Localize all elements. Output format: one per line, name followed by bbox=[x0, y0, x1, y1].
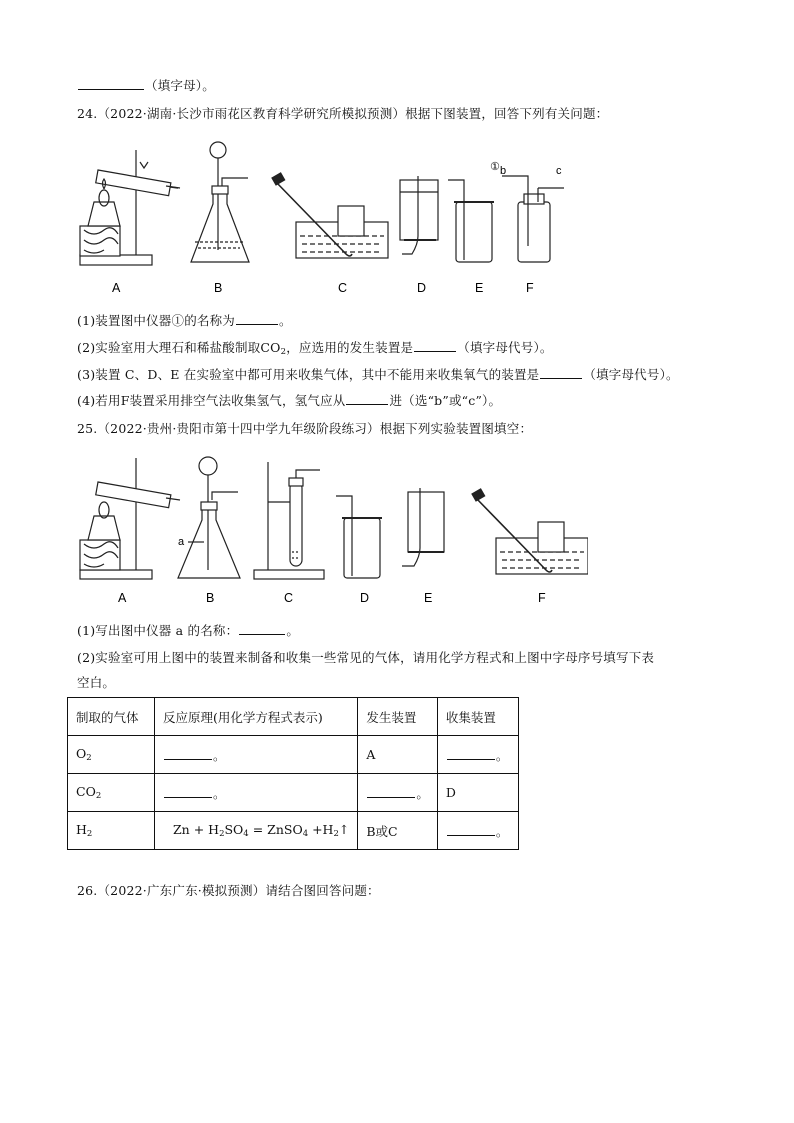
answer-blank[interactable] bbox=[236, 313, 278, 325]
generator-cell: 。 bbox=[358, 774, 438, 812]
answer-blank[interactable] bbox=[346, 393, 388, 405]
q25-apparatus-figure bbox=[68, 452, 588, 612]
label-b: B bbox=[214, 281, 223, 295]
label-b: B bbox=[206, 591, 215, 605]
table-row bbox=[68, 736, 519, 774]
prev-answer-line: （填字母）。 bbox=[77, 76, 215, 94]
answer-blank[interactable] bbox=[164, 748, 212, 760]
circled-one-label: ① bbox=[490, 161, 500, 173]
answer-blank[interactable] bbox=[447, 824, 495, 836]
collector-cell: 。 bbox=[437, 812, 518, 850]
label-a: A bbox=[112, 281, 121, 295]
answer-blank[interactable] bbox=[164, 786, 212, 798]
generator-cell: B或C bbox=[358, 812, 438, 850]
q24-sub4: (4)若用F装置采用排空气法收集氢气，氢气应从 进（选“b”或“c”）。 bbox=[77, 393, 502, 408]
q24-header: 24.（2022·湖南·长沙市雨花区教育科学研究所模拟预测）根据下图装置，回答下列有关问题： bbox=[77, 106, 609, 121]
gas-cell: $H_2$ bbox=[68, 812, 155, 850]
q26-header: 26.（2022·广东广东·模拟预测）请结合图回答问题： bbox=[77, 883, 380, 898]
reaction-table bbox=[67, 697, 519, 850]
label-e: E bbox=[424, 591, 433, 605]
equation-cell: 。 bbox=[155, 736, 358, 774]
port-c-label: c bbox=[556, 165, 562, 177]
answer-blank[interactable] bbox=[414, 340, 456, 352]
gas-cell: $CO_2$ bbox=[68, 774, 155, 812]
label-c: C bbox=[338, 281, 348, 295]
label-e: E bbox=[475, 281, 484, 295]
label-c: C bbox=[284, 591, 294, 605]
collector-cell: 。 bbox=[437, 736, 518, 774]
table-header: 制取的气体 bbox=[68, 698, 155, 736]
q24-sub1: (1)装置图中仪器①的名称为 。 bbox=[77, 313, 292, 328]
equation-cell: $Zn + H_2SO_4$ = ZnSO$_4$ $+H_2↑$ bbox=[155, 812, 358, 850]
q25-sub2-cont: 空白。 bbox=[77, 675, 116, 690]
generator-cell: A bbox=[358, 736, 438, 774]
answer-blank[interactable] bbox=[239, 623, 285, 635]
q24-sub2: (2)实验室用大理石和稀盐酸制取$CO_2$，应选用的发生装置是 （填字母代号）。 bbox=[77, 340, 553, 357]
mark-a-label: a bbox=[178, 536, 185, 548]
answer-blank[interactable] bbox=[447, 748, 495, 760]
label-f: F bbox=[538, 591, 546, 605]
answer-blank[interactable] bbox=[78, 78, 144, 90]
q25-sub1: (1)写出图中仪器 a 的名称： 。 bbox=[77, 623, 300, 638]
q24-sub3: (3)装置 C、D、E 在实验室中都可用来收集气体，其中不能用来收集氧气的装置是 （填字母代号）。 bbox=[77, 367, 679, 382]
port-b-label: b bbox=[500, 165, 507, 177]
q25-sub2: (2)实验室可用上图中的装置来制备和收集一些常见的气体，请用化学方程式和上图中字母序号填写下表 bbox=[77, 650, 655, 665]
label-d: D bbox=[417, 281, 427, 295]
table-header: 发生装置 bbox=[358, 698, 438, 736]
table-header: 反应原理(用化学方程式表示) bbox=[155, 698, 358, 736]
table-header: 收集装置 bbox=[437, 698, 518, 736]
label-d: D bbox=[360, 591, 370, 605]
answer-blank[interactable] bbox=[540, 367, 582, 379]
q24-apparatus-figure bbox=[68, 140, 588, 300]
gas-cell: $O_2$ bbox=[68, 736, 155, 774]
label-a: A bbox=[118, 591, 127, 605]
answer-blank[interactable] bbox=[367, 786, 415, 798]
table-row bbox=[68, 812, 519, 850]
collector-cell: D bbox=[437, 774, 518, 812]
q25-header: 25.（2022·贵州·贵阳市第十四中学九年级阶段练习）根据下列实验装置图填空： bbox=[77, 421, 533, 436]
equation-cell: 。 bbox=[155, 774, 358, 812]
label-f: F bbox=[526, 281, 534, 295]
table-row bbox=[68, 774, 519, 812]
table-header-row bbox=[68, 698, 519, 736]
